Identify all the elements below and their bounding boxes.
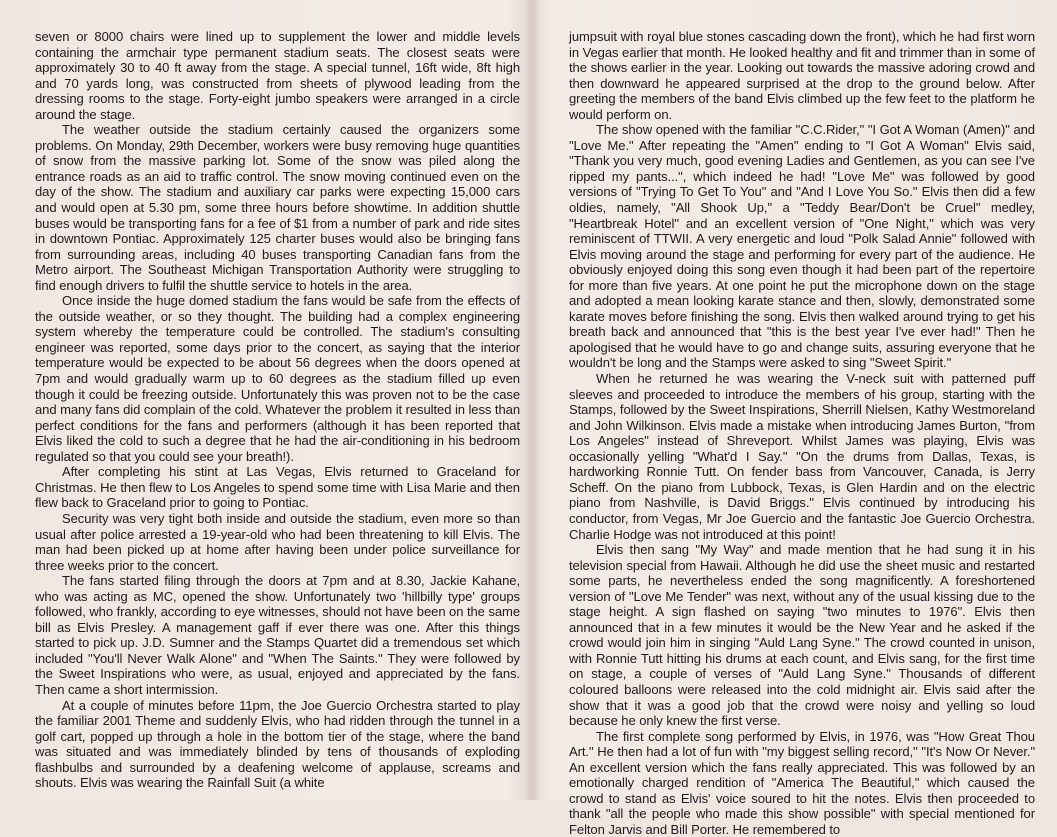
right-paragraph-5: The first complete song performed by Elvis, in 1976, was "How Great Thou Art." He then had a lot of fun with "my biggest selling record," "It's Now Or Never." An excellent version which the fans really appreciated. This was followed by an emotionally charged rendition of "America The Beautiful," which caused the crowd to stand as Elvis' voice soured to hit the notes. Elvis then proceeded to thank "all the people who made this show possible" with special mentioned for Felton Jarvis and Bill Porter. He remembered to [569, 728, 1035, 837]
book-gutter [525, 0, 541, 800]
right-paragraph-2: The show opened with the familiar "C.C.Rider," "I Got A Woman (Amen)" and "Love Me." After repeating the "Amen" ending to "I Got A Woman" Elvis said, "Thank you very much, good evening Ladies and Gentlemen, as you can see I've ripped my pants...", which indeed he had! "Love Me" was followed by good versions of "Trying To Get To You" and "And I Love You So." Elvis then did a few oldies, namely, "All Shook Up," a "Teddy Bear/Don't be Cruel" medley, "Heartbreak Hotel" and an excellent version of "One Night," which was very reminiscent of TTWII. A very energetic and loud "Polk Salad Annie" followed with Elvis moving around the stage and performing for every part of the audience. He obviously enjoyed doing this song even though it had been part of the repertoire for more than five years. At one point he put the microphone down on the stage and adopted a mean looking karate stance and then, slowly, demonstrated some karate moves before finishing the song. Elvis then walked around trying to get his breath back and announced that "this is the best year I've ever had!" Then he apologised that he would have to go and change suits, assuring everyone that he wouldn't be long and the Stamps were asked to sing "Sweet Spirit." [569, 122, 1035, 371]
left-paragraph-1: seven or 8000 chairs were lined up to supplement the lower and middle levels containing the armchair type permanent stadium seats. The closest seats were approximately 30 to 40 ft away from the stage. A special tunnel, 16ft wide, 8ft high and 70 yards long, was constructed from sheets of plywood leading from the dressing rooms to the stage. Forty-eight jumbo speakers were arranged in a circle around the stage. [35, 29, 520, 122]
right-page [569, 29, 1035, 837]
right-paragraph-4: Elvis then sang "My Way" and made mention that he had sung it in his television special from Hawaii. Although he did use the sheet music and restarted some parts, he nevertheless ended the song magnificently. A foreshortened version of "Love Me Tender" was next, without any of the usual kissing due to the stage height. A sign flashed on saying "two minutes to 1976". Elvis then announced that in a few minutes it would be the New Year and he asked if the crowd would join him in singing "Auld Lang Syne." The crowd counted in unison, with Ronnie Tutt hitting his drums at each count, and Elvis sang, for the first time on stage, a couple of verses of "Auld Lang Syne." Thousands of different coloured balloons were released into the cold midnight air. Elvis said after the show that it was a good job that the crowd were noisy and yelling so loud because he only knew the first verse. [569, 542, 1035, 729]
left-paragraph-4: After completing his stint at Las Vegas, Elvis returned to Graceland for Christmas. He then flew to Los Angeles to spend some time with Lisa Marie and then flew back to Graceland prior to going to Pontiac. [35, 464, 520, 511]
left-page [35, 29, 520, 789]
left-paragraph-5: Security was very tight both inside and outside the stadium, even more so than usual after police arrested a 19-year-old who had been threatening to kill Elvis. The man had been picked up at home after having been under police surveillance for three weeks prior to the concert. [35, 510, 520, 573]
right-paragraph-1: jumpsuit with royal blue stones cascading down the front), which he had first worn in Vegas earlier that month. He looked healthy and fit and trimmer than in some of the shows earlier in the year. Looking out towards the massive adoring crowd and then downward he appeared surprised at the drop to the ground below. After greeting the members of the band Elvis climbed up the few feet to the platform he would perform on. [569, 29, 1035, 122]
right-paragraph-3: When he returned he was wearing the V-neck suit with patterned puff sleeves and proceeded to introduce the members of his group, starting with the Stamps, followed by the Sweet Inspirations, Sherrill Nielsen, Kathy Westmoreland and John Wilkinson. Elvis made a mistake when introducing James Burton, "from Los Angeles" instead of Shreveport. Whilst James was playing, Elvis was occasionally yelling "What'd I Say." "On the drums from Dallas, Texas, is hardworking Ronnie Tutt. On fender bass from Vancouver, Canada, is Jerry Scheff. On the piano from Lubbock, Texas, is Glen Hardin and on the electric piano from Nashville, is David Briggs." Elvis continued by introducing his conductor, from Vegas, Mr Joe Guercio and the fantastic Joe Guercio Orchestra. Charlie Hodge was not introduced at this point! [569, 371, 1035, 542]
left-paragraph-7: At a couple of minutes before 11pm, the Joe Guercio Orchestra started to play the familiar 2001 Theme and suddenly Elvis, who had ridden through the tunnel in a golf cart, popped up through a hole in the bottom tier of the stage, where the band was situated and was immediately blinded by tens of thousands of exploding flashbulbs and surrounded by a deafening welcome of applause, screams and shouts. Elvis was wearing the Rainfall Suit (a white [35, 697, 520, 791]
left-paragraph-3: Once inside the huge domed stadium the fans would be safe from the effects of the outside weather, or so they thought. The building had a complex engineering system whereby the temperature could be controlled. The stadium's consulting engineer was reported, some days prior to the concert, as saying that the interior temperature would be expected to be about 56 degrees when the doors opened at 7pm and would gradually warm up to 60 degrees as the stadium filled up even though it could be freezing outside. Unfortunately this was proven not to be the case and many fans did complain of the cold. Whatever the problem it resulted in less than perfect conditions for the fans and performers (although it has been reported that Elvis liked the cold to such a degree that he had the air-conditioning in his bedroom regulated so that you could see your breath!). [35, 293, 520, 464]
left-paragraph-6: The fans started filing through the doors at 7pm and at 8.30, Jackie Kahane, who was acting as MC, opened the show. Unfortunately two 'hillbilly type' groups followed, who frankly, according to eye witnesses, should not have been on the same bill as Elvis Presley. A management gaff if ever there was one. After this things started to pick up. J.D. Sumner and the Stamps Quartet did a tremendous set which included "You'll Never Walk Alone" and "When The Saints." They were followed by the Sweet Inspirations who were, as usual, enjoyed and appreciated by the fans. Then came a short intermission. [35, 573, 520, 697]
left-paragraph-2: The weather outside the stadium certainly caused the organizers some problems. On Monday, 29th December, workers were busy removing huge quantities of snow from the massive parking lot. Some of the snow was piled along the entrance roads as an aid to traffic control. The snow moving continued even on the day of the show. The stadium and auxiliary car parks were expecting 15,000 cars and would open at 5.30 pm, some three hours before showtime. In addition shuttle buses would be transporting fans for a fee of $1 from a number of park and ride sites in downtown Pontiac. Approximately 125 charter buses would also be bringing fans from surrounding areas, including 40 buses transporting Canadian fans from the Metro airport. The Southeast Michigan Transportation Authority were struggling to find enough drivers to fulfil the shuttle service to hotels in the area. [35, 122, 520, 293]
